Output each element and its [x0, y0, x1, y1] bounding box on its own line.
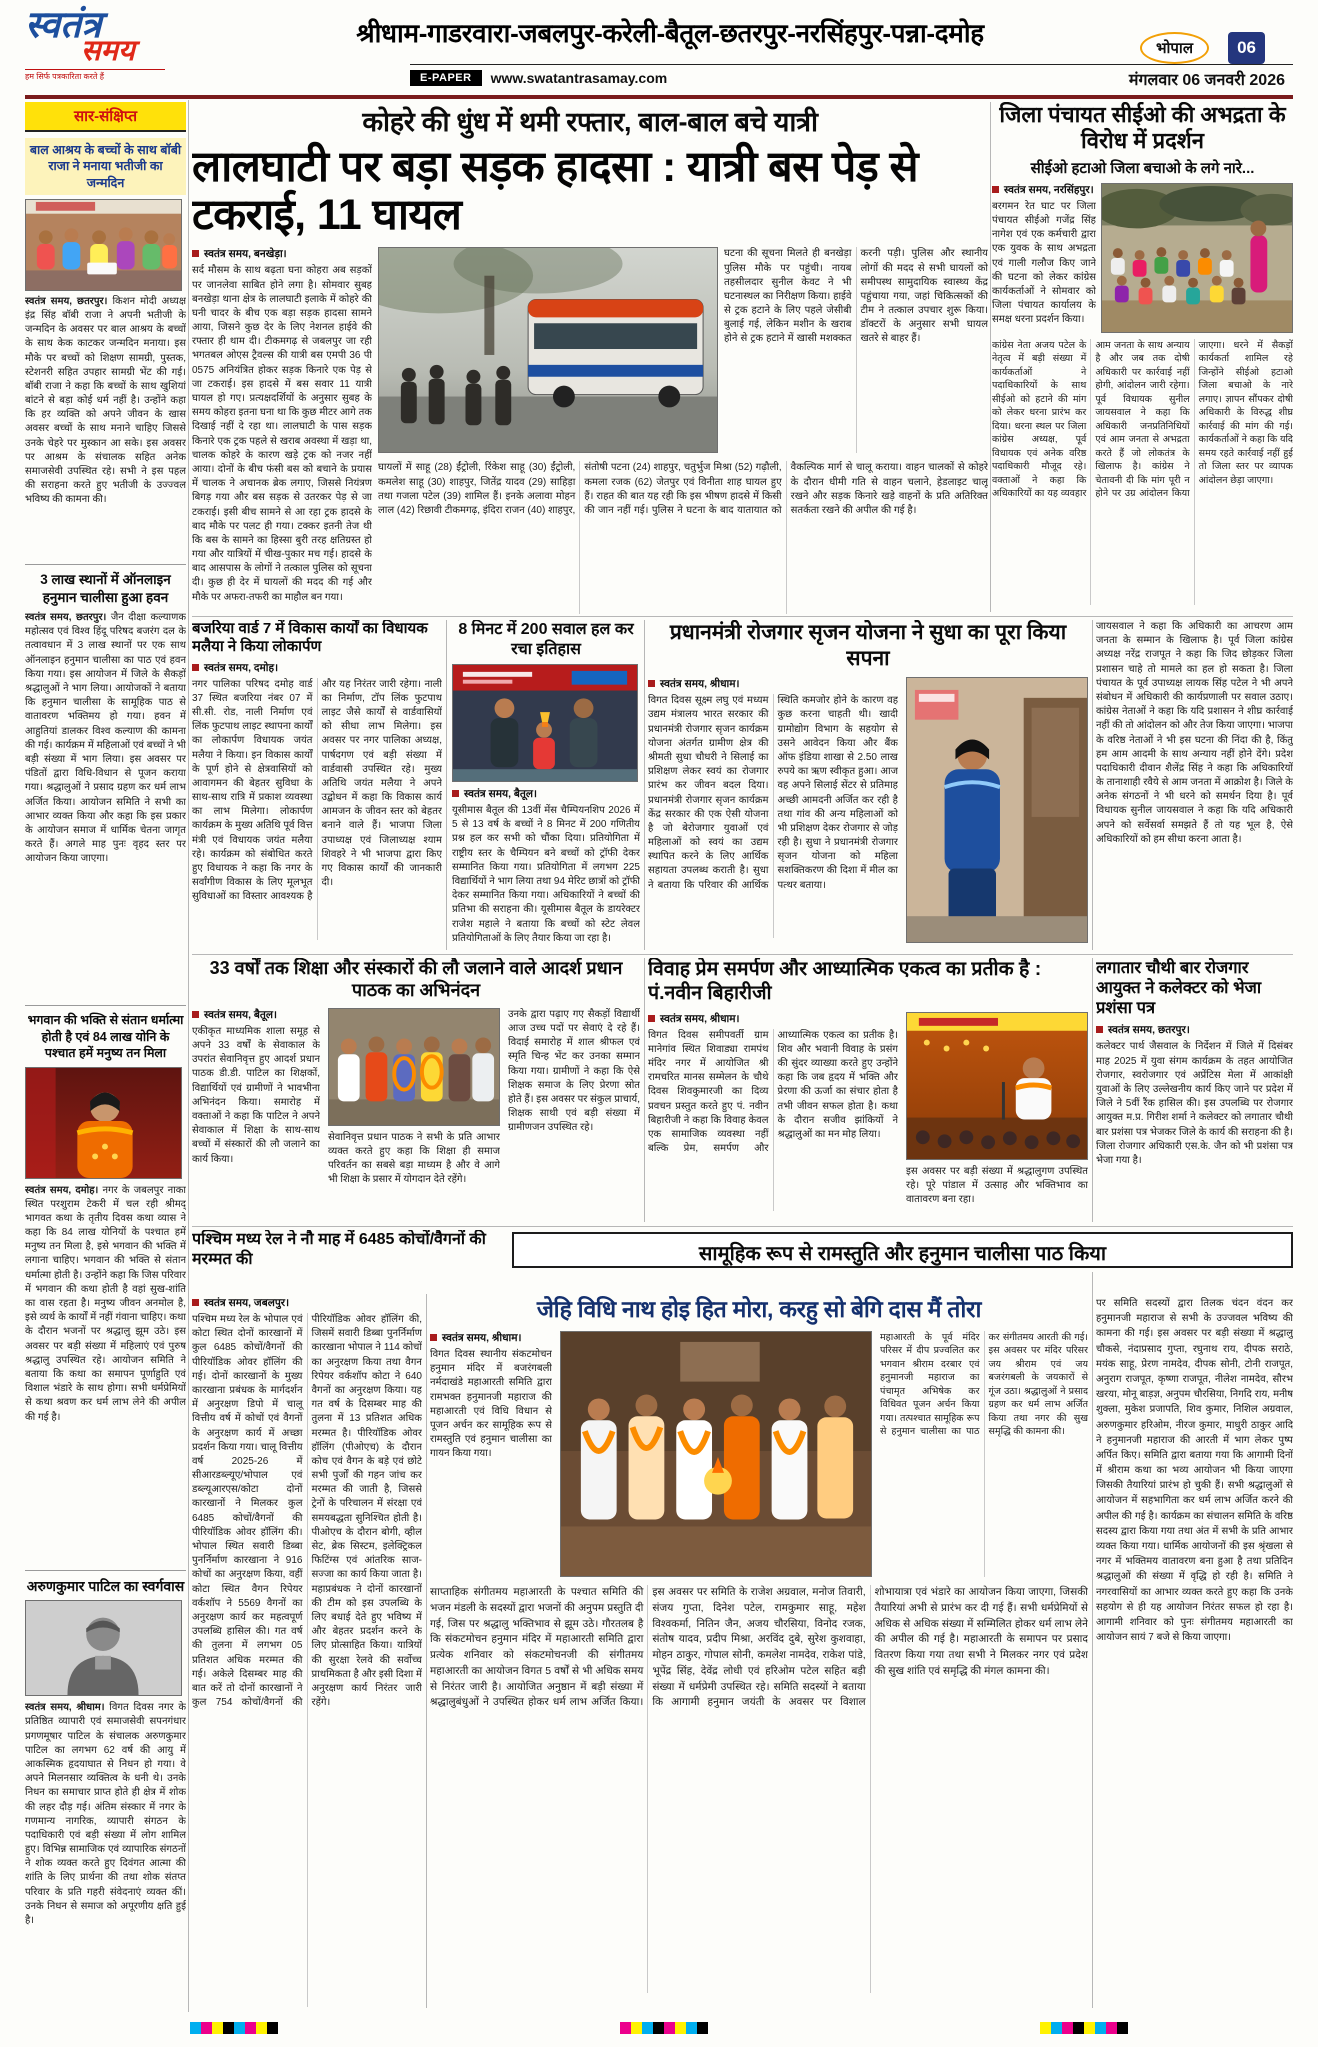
divider	[188, 100, 189, 2012]
region-edition-line: श्रीधाम-गाडरवारा-जबलपुर-करेली-बैतूल-छतरपुर-नरसिंहपुर-पन्ना-दमोह	[356, 18, 984, 48]
discourse-body-below: इस अवसर पर बड़ी संख्या में श्रद्धालुगण उपस्थित रहे। पूरे पांडाल में उत्साह और भक्तिभाव का वातावरण बना रहा।	[906, 1165, 1088, 1205]
page-number: 06	[1228, 32, 1265, 64]
katha-speaker-photo	[25, 1067, 182, 1179]
lead-body-beside-photo: घटना की सूचना मिलते ही बनखेड़ा पुलिस मौके पर पहुंची। नायब तहसीलदार सुनील केवट ने भी घटनास्थल का निरीक्षण किया। हाईवे से ट्रक हटाने के लिए पहले जेसीबी बुलाई गई, लेकिन मशीन के खराब होने से ट्रक हटाने में खासी मशक्कत करनी पड़ी। पुलिस और स्थानीय लोगों की मदद से सभी घायलों को समीपस्थ सामुदायिक स्वास्थ्य केंद्र पहुंचाया गया, जहां चिकित्सकों की टीम ने तत्काल उपचार शुरू किया। डॉक्टरों के अनुसार सभी घायल खतरे से बाहर हैं।	[724, 248, 988, 345]
brief-body: स्वतंत्र समय, छतरपुर। किशन मोदी अध्यक्ष इंद्र सिंह बॉबी राजा ने अपनी भतीजी के जन्मदिन के अवसर पर बाल आश्रय के बच्चों के साथ केक काटकर जन्मदिन मनाया। इस मौके पर बच्चों को शिक्षण सामग्री, पुस्तक, स्टेशनरी सहित उपहार सामग्री भेंट की गई। बॉबी राजा ने कहा कि बच्चों के साथ खुशियां बांटने से बड़ा कोई धर्म नहीं है। उन्होंने कहा कि हर व्यक्ति को अपने जीवन के खास अवसर बच्चों के साथ मनाने चाहिए जिससे उनके चेहरे पर मुस्कान आ सके। इस अवसर पर आश्रम के संचालक सहित अनेक समाजसेवी उपस्थित रहे। सभी ने इस पहल की सराहना करते हुए भतीजी के उज्ज्वल भविष्य की कामना की।	[25, 295, 186, 506]
logo-text-top: स्वतंत्र	[25, 4, 102, 45]
hanuman-aarti-story	[430, 1292, 1088, 2008]
railway-headline: पश्चिम मध्य रेल ने नौ माह में 6485 कोचों/वैगनों की मरम्मत की	[192, 1231, 486, 1268]
teacher-body-left: एकीकृत माध्यमिक शाला समूह से अपने 33 वर्षों के सेवाकाल के उपरांत सेवानिवृत्त हुए आदर्श प्रधान पाठक डी.डी. पाटिल का शिक्षकों, विद्यार्थियों एवं ग्रामीणों ने भावभीना अभिनंदन किया। समारोह में वक्ताओं ने कहा कि पाटिल ने अपने सेवाकाल में शिक्षा के साथ-साथ बच्चों में संस्कारों की लौ जलाने का कार्य किया।	[192, 1025, 320, 1165]
ceo-body: कांग्रेस नेता अजय पटेल के नेतृत्व में बड़ी संख्या में कार्यकर्ताओं ने पदाधिकारियों के साथ सीईओ को हटाने की मांग को लेकर धरना प्रारंभ कर दिया। धरना स्थल पर जिला कांग्रेस अध्यक्ष, पूर्व विधायक एवं अनेक वरिष्ठ पदाधिकारी मौजूद रहे। वक्ताओं ने कहा कि अधिकारियों का यह व्यवहार आम जनता के साथ अन्याय है और जब तक दोषी अधिकारी पर कार्रवाई नहीं होगी, आंदोलन जारी रहेगा। पूर्व विधायक सुनील जायसवाल ने कहा कि अधिकारी जनप्रतिनिधियों एवं आम जनता से अभद्रता करते हैं जो लोकतंत्र के खिलाफ है। कांग्रेस ने चेतावनी दी कि मांग पूरी न होने पर उग्र आंदोलन किया जाएगा। धरने में सैकड़ों कार्यकर्ता शामिल रहे जिन्होंने सीईओ हटाओ जिला बचाओ के नारे लगाए। ज्ञापन सौंपकर दोषी अधिकारी के विरुद्ध शीघ्र कार्रवाई की मांग की गई। कार्यकर्ताओं ने कहा कि यदि समय रहते कार्रवाई नहीं हुई तो जिला स्तर पर व्यापक आंदोलन छेड़ा जाएगा।	[992, 339, 1293, 500]
ceo-story-continuation	[1096, 620, 1293, 950]
pm-headline: प्रधानमंत्री रोजगार सृजन योजना ने सुधा का पूरा किया सपना	[669, 621, 1067, 670]
teacher-center-column	[328, 1008, 500, 1216]
logo-tagline: हम सिर्फ पत्रकारिता करते हैं	[25, 69, 165, 82]
ceo-protest-story	[992, 102, 1293, 614]
divider	[25, 1570, 186, 1571]
brief-dateline: स्वतंत्र समय, छतरपुर।	[25, 295, 108, 307]
divider	[192, 616, 1293, 617]
discourse-story	[648, 958, 1088, 1222]
divider	[192, 954, 1293, 955]
brief-body: स्वतंत्र समय, छतरपुर। जैन दीक्षा कल्याणक महोत्सव एवं विश्व हिंदू परिषद बजरंग दल के तत्वावधान में 3 लाख स्थानों पर एक साथ ऑनलाइन हनुमान चालीसा का पाठ एवं हवन किया गया। इस आयोजन में जिले के सैकड़ों श्रद्धालुओं ने भाग लिया। आयोजकों ने बताया कि हनुमान चालीसा के सामूहिक पाठ से वातावरण भक्तिमय हो गया। हवन में आहुतियां डालकर विश्व कल्याण की कामना की गई। कार्यक्रम में महिलाओं एवं बच्चों ने भी बड़ी संख्या में भाग लिया। इस अवसर पर पंडितों द्वारा विधि-विधान से पूजन कराया गया। श्रद्धालुओं ने प्रसाद ग्रहण कर धर्म लाभ अर्जित किया। आयोजन समिति ने सभी का आभार व्यक्त किया और कहा कि इस प्रकार के आयोजन समाज में धार्मिक चेतना जागृत करते हैं। अगले माह पुनः वृहद स्तर पर आयोजन किया जाएगा।	[25, 612, 186, 865]
pm-text-area	[648, 677, 898, 943]
brief-headline: अरुणकुमार पाटिल का स्वर्गवास	[26, 1578, 185, 1594]
hanuman-body-left: विगत दिवस स्थानीय संकटमोचन हनुमान मंदिर में बजरंगबली नर्मदाखंडे महाआरती समिति द्वारा रामभक्त हनुमानजी महाराज की महाआरती एवं विधि विधान से पूजन अर्चन कर सामूहिक रूप से रामस्तुति एवं हनुमान चालीसा का गायन किया गया।	[430, 1349, 552, 1460]
ceo-dateline: स्वतंत्र समय, नरसिंहपुर।	[992, 183, 1096, 197]
brief-body: स्वतंत्र समय, दमोह। नगर के जबलपुर नाका स्थित परशुराम टेकरी में चल रही श्रीमद् भागवत कथा के तृतीय दिवस कथा व्यास ने कहा कि 84 लाख योनियों के पश्चात हमें मनुष्य तन मिला है, इसे भगवान की भक्ति में लगाना चाहिए। भगवान की भक्ति से संतान धर्मात्मा होती है। उन्होंने कहा कि जिस परिवार में भगवान की कथा होती है वहां सुख-शांति का वास रहता है। मनुष्य जीवन अनमोल है, इसे व्यर्थ के कार्यों में नहीं गंवाना चाहिए। कथा के दौरान भजनों पर श्रद्धालु झूम उठे। इस अवसर पर बड़ी संख्या में महिलाएं एवं पुरुष श्रद्धालु उपस्थित रहे। आयोजन समिति ने बताया कि कथा का समापन पूर्णाहुति एवं विशाल भंडारे के साथ होगा। सभी धर्मप्रेमियों से कथा श्रवण कर धर्म लाभ लेने की अपील की गई है।	[25, 1184, 186, 1423]
brief-dateline: स्वतंत्र समय, दमोह।	[25, 1184, 99, 1196]
lead-body-below-photo: घायलों में साहू (28) ईंट्रोली, रिंकेश साहू (30) ईंट्रोली, कमलेश साहू (30) शाहपुर, जितेंद्र यादव (29) साहिड़ा तथा गजला पटेल (39) शामिल हैं। इनके अलावा मोहन लाल (42) रिछावी टीकमगढ़, इंदिरा राजन (40) शाहपुर, संतोषी पटना (24) शाहपुर, चतुर्भुज मिश्रा (52) गढ़ौली, कमला रजक (62) जेतपुर एवं विनीता शाह घायल हुए हैं। राहत की बात यह रही कि इस भीषण हादसे में किसी की जान नहीं गई। पुलिस ने घटना के बाद यातायात को वैकल्पिक मार्ग से चालू कराया। वाहन चालकों से कोहरे के दौरान धीमी गति से वाहन चलाने, हेडलाइट चालू रखने और सड़क किनारे खड़े वाहनों के प्रति अतिरिक्त सतर्कता रखने की अपील की गई है।	[378, 462, 988, 516]
hanuman-left-column	[430, 1331, 552, 1577]
hanuman-dateline: स्वतंत्र समय, श्रीधाम।	[430, 1331, 552, 1345]
masthead	[25, 4, 1293, 94]
ward-headline: बजरिया वार्ड 7 में विकास कार्यों का विधायक मलैया ने किया लोकार्पण	[192, 620, 428, 656]
teacher-body-bottom: सेवानिवृत्त प्रधान पाठक ने सभी के प्रति आभार व्यक्त करते हुए कहा कि शिक्षा ही समाज परिवर्तन का सबसे बड़ा माध्यम है और वे आगे भी शिक्षा के प्रसार में योगदान देते रहेंगे।	[328, 1131, 500, 1186]
award-dateline: स्वतंत्र समय, छतरपुर।	[1096, 1023, 1293, 1037]
quiz-award-photo	[452, 664, 638, 782]
hanuman-body-right: महाआरती के पूर्व मंदिर परिसर में दीप प्रज्वलित कर भगवान श्रीराम दरबार एवं हनुमानजी महाराज का पंचामृत अभिषेक कर विधिवत पूजन अर्चन किया गया। तत्पश्चात सामूहिक रूप से हनुमान चालीसा का पाठ कर संगीतमय आरती की गई। इस अवसर पर मंदिर परिसर जय श्रीराम एवं जय बजरंगबली के जयकारों से गूंज उठा। श्रद्धालुओं ने प्रसाद ग्रहण कर धर्म लाभ अर्जित किया तथा नगर की सुख समृद्धि की कामना की।	[880, 1332, 1088, 1438]
ceo-subhead: सीईओ हटाओ जिला बचाओ के लगे नारे...	[1030, 159, 1255, 177]
website-link[interactable]: www.swatantrasamay.com	[490, 70, 668, 86]
ceo-headline: जिला पंचायत सीईओ की अभद्रता के विरोध में प्रदर्शन	[999, 102, 1286, 154]
lead-kicker: कोहरे की धुंध में थमी रफ्तार, बाल-बाल बचे यात्री	[362, 107, 818, 137]
banner-headline: सामूहिक रूप से रामस्तुति और हनुमान चालीसा पाठ किया	[512, 1232, 1293, 1268]
protest-photo	[1101, 183, 1293, 333]
divider	[25, 564, 186, 565]
hanuman-right-column	[880, 1331, 1088, 1577]
pm-yojana-story	[648, 620, 1088, 950]
lead-story-accident	[192, 102, 988, 614]
teacher-right-column	[508, 1008, 640, 1216]
hanuman-continuation-text: पर समिति सदस्यों द्वारा तिलक चंदन वंदन कर हनुमानजी महाराज से सभी के उज्जवल भविष्य की कामना की गई। इस अवसर पर बड़ी संख्या में श्रद्धालु चौकसे, नंदाप्रसाद गुप्ता, रघुनाथ राय, दीपक सराठे, मयंक साहू, प्रेरण नामदेव, दीपक सोनी, टोनी राजपूत, अनुराग राजपूत, कृष्णा राजपूत, नीलेश नामदेव, सौरभ खरया, मोनू बाड़ज्ञ, अनुपम चौरसिया, निगदि राय, मनीष शुक्ला, मुकेश प्रजापति, शिव कुमार, निशिल अग्रवाल, अरुणकुमार हरिओम, नीरज कुमार, माधुरी ठाकुर आदि ने हनुमानजी महाराज की आरती में भाग लेकर पुष्प अर्पित किए। समिति द्वारा बताया गया कि आगामी दिनों में श्रीराम कथा का भव्य आयोजन भी किया जाएगा जिसकी तैयारियां प्रारंभ हो चुकी हैं। सभी श्रद्धालुओं से आयोजन में सहभागिता कर धर्म लाभ अर्जित करने की अपील की गई है। कार्यक्रम का संचालन समिति के वरिष्ठ सदस्य द्वारा किया गया तथा अंत में सभी के प्रति आभार व्यक्त किया गया। धार्मिक आयोजनों की इस श्रृंखला से नगर में भक्तिमय वातावरण बना हुआ है तथा प्रतिदिन श्रद्धालुओं की संख्या में वृद्धि हो रही है। समिति ने नगरवासियों का आभार व्यक्त करते हुए कहा कि उनके सहयोग से ही यह आयोजन निरंतर सफल हो रहा है। आगामी शनिवार को पुनः संगीतमय महाआरती का आयोजन सायं 7 बजे से किया जाएगा।	[1096, 1298, 1293, 1644]
railway-dateline: स्वतंत्र समय, जबलपुर।	[192, 1296, 422, 1310]
sidebar-briefs-column	[25, 102, 186, 2012]
discourse-body: विगत दिवस समीपवर्ती ग्राम मानेगांव स्थित शिवाड्या रामपंथ मंदिर नगर में आयोजित श्री रामचरित मानस सम्मेलन के चौथे दिवस शिवकुमारजी का दिव्य प्रवचन प्रस्तुत करते हुए पं. नवीन बिहारीजी ने कहा कि विवाह केवल एक सामाजिक व्यवस्था नहीं बल्कि प्रेम, समर्पण और आध्यात्मिक एकत्व का प्रतीक है। शिव और भवानी विवाह के प्रसंग की सुंदर व्याख्या करते हुए उन्होंने कहा कि जब हृदय में भक्ति और प्रेरणा की ऊर्जा का संचार होता है तभी जीवन सफल होता है। कथा के दौरान सजीव झांकियों ने श्रद्धालुओं का मन मोह लिया।	[648, 1029, 898, 1155]
hanuman-headline: जेहि विधि नाथ होइ हित मोरा, करहु सो बेगि दास मैं तोरा	[536, 1296, 982, 1322]
birthday-group-photo	[25, 199, 182, 291]
color-registration-marks	[190, 2022, 278, 2034]
divider	[426, 1294, 427, 2008]
masthead-rule	[25, 95, 1293, 99]
divider	[644, 620, 645, 950]
aarti-group-photo	[560, 1331, 872, 1577]
teacher-headline: 33 वर्षों तक शिक्षा और संस्कारों की लौ जलाने वाले आदर्श प्रधान पाठक का अभिनंदन	[209, 958, 623, 1000]
award-headline: लगातार चौथी बार रोजगार आयुक्त ने कलेक्टर को भेजा प्रशंसा पत्र	[1096, 959, 1262, 1018]
quiz-body: यूसीमास बैतूल की 13वीं मेंस चैम्पियनशिप 2026 में 5 से 13 वर्ष के बच्चों ने 8 मिनट में 200 गणितीय प्रश्न हल कर सभी को चौंका दिया। प्रतियोगिता में राष्ट्रीय स्तर के चैम्पियन बने बच्चों को ट्रॉफी देकर सम्मानित किया गया। प्रतियोगिता में लगभग 225 विद्यार्थियों ने भाग लिया तथा 94 मेरिट छात्रों को ट्रॉफी देकर सम्मानित किया गया। अधिकारियों ने बच्चों की प्रतिभा की सराहना की। यूसीमास बैतूल के डायरेक्टर राजेश महाले ने बताया कि बच्चों को स्टेट लेवल प्रतियोगिताओं के लिए तैयार किया जा रहा है।	[452, 805, 640, 944]
divider	[1092, 958, 1093, 1222]
briefs-section-title: सार-संक्षिप्त	[25, 102, 186, 132]
lead-column-1	[192, 247, 372, 614]
ward-body: नगर पालिका परिषद दमोह वार्ड 37 स्थित बजरिया नंबर 07 में सी.सी. रोड, नाली निर्माण एवं लिंक फुटपाथ लाइट स्थापना कार्यों का लोकार्पण विधायक जयंत मलैया ने किया। इन विकास कार्यों के पूर्ण होने से क्षेत्रवासियों को आवागमन की बेहतर सुविधा के साथ-साथ रात्रि में प्रकाश व्यवस्था का लाभ मिलेगा। लोकार्पण कार्यक्रम के मुख्य अतिथि पूर्व वित्त मंत्री एवं विधायक जयंत मलैया रहे। कार्यक्रम को संबोधित करते हुए विधायक ने कहा कि नगर के सर्वांगीण विकास के लिए मूलभूत सुविधाओं का विस्तार आवश्यक है और यह निरंतर जारी रहेगा। नाली का निर्माण, टॉप लिंक फुटपाथ लाइट जैसे कार्यों से वार्डवासियों को सीधा लाभ मिलेगा। इस अवसर पर नगर पालिका अध्यक्ष, पार्षदगण एवं बड़ी संख्या में वार्डवासी उपस्थित रहे। मुख्य अतिथि जयंत मलैया ने अपने उद्बोधन में कहा कि विकास कार्य आमजन के जीवन स्तर को बेहतर बनाने वाले हैं। भाजपा जिला उपाध्यक्ष एवं जिलाध्यक्ष श्याम शिवहरे ने भी भाजपा द्वारा किए गए विकास कार्यों की जानकारी दी।	[192, 678, 442, 903]
divider	[1092, 620, 1093, 950]
award-body: कलेक्टर पार्थ जैसवाल के निर्देशन में जिले में दिसंबर माह 2025 में युवा संगम कार्यक्रम के तहत आयोजित रोजगार, स्वरोजगार एवं अप्रेंटिस मेला में आकांक्षी युवाओं के लिए उल्लेखनीय कार्य किए जाने पर प्रदेश में जिले ने 5वीं रैंक हासिल की। इस उपलब्धि पर रोजगार आयुक्त म.प्र. गिरीश शर्मा ने कलेक्टर को लगातार चौथी बार प्रशंसा पत्र भेजकर जिले के कार्य की सराहना की है। जिला रोजगार अधिकारी एस.के. जैन को भी प्रशंसा पत्र भेजा गया है।	[1096, 1041, 1293, 1166]
lead-headline: लालघाटी पर बड़ा सड़क हादसा : यात्री बस पेड़ से टकराई, 11 घायल	[192, 143, 918, 240]
ceo-intro-column	[992, 183, 1096, 333]
ceo-intro-text: बरगमन रेत घाट पर जिला पंचायत सीईओ गजेंद्र सिंह नागेश एवं एक कर्मचारी द्वारा एक युवक के साथ अभद्रता एवं गाली गलौज किए जाने की घटना को लेकर कांग्रेस कार्यकर्ताओं ने सोमवार को जिला पंचायत कार्यालय के समक्ष धरना प्रदर्शन किया।	[992, 200, 1096, 326]
city-badge: भोपाल	[1140, 32, 1209, 64]
railway-headline-area	[192, 1230, 504, 1290]
pm-dateline: स्वतंत्र समय, श्रीधाम।	[648, 677, 898, 691]
teacher-dateline: स्वतंत्र समय, बैतूल।	[192, 1008, 320, 1022]
hanuman-body-bottom: साप्ताहिक संगीतमय महाआरती के पश्चात समिति की भजन मंडली के सदस्यों द्वारा भजनों की अनुपम प्रस्तुति दी गई, जिस पर श्रद्धालु भक्तिभाव से झूम उठे। गौरतलब है कि संकटमोचन हनुमान मंदिर में महाआरती समिति द्वारा प्रत्येक शनिवार को संकटमोचनजी की संगीतमय महाआरती का आयोजन विगत 5 वर्षों से भी अधिक समय से निरंतर जारी है। आयोजित अनुष्ठान में बड़ी संख्या में श्रद्धालुबंधुओं ने उपस्थित होकर धर्म लाभ अर्जित किया। इस अवसर पर समिति के राजेश अग्रवाल, मनोज तिवारी, संजय गुप्ता, दिनेश पटेल, रामकुमार साहू, महेश विश्वकर्मा, नितिन जैन, अजय चौरसिया, विनोद रजक, संतोष यादव, प्रदीप मिश्रा, अरविंद दुबे, सुरेश कुशवाहा, मोहन ठाकुर, गोपाल सोनी, कमलेश नामदेव, राकेश पांडे, भूपेंद्र सिंह, देवेंद्र लोधी एवं हरिओम पटेल सहित बड़ी संख्या में धर्मप्रेमी उपस्थित रहे। समिति सदस्यों ने बताया कि आगामी हनुमान जयंती के अवसर पर विशाल शोभायात्रा एवं भंडारे का आयोजन किया जाएगा, जिसकी तैयारियां अभी से प्रारंभ कर दी गई हैं। सभी धर्मप्रेमियों से अधिक से अधिक संख्या में सम्मिलित होकर धर्म लाभ लेने की अपील की गई है। महाआरती के समापन पर प्रसाद वितरण किया गया तथा सभी ने मिलकर नगर एवं प्रदेश की सुख शांति एवं समृद्धि की मंगल कामना की।	[430, 1586, 1088, 1709]
divider	[1092, 1272, 1093, 2008]
sudha-photo	[906, 677, 1088, 943]
logo-text-bottom: समय	[81, 35, 135, 67]
award-letter-story	[1096, 958, 1293, 1222]
teacher-left-column	[192, 1008, 320, 1216]
railway-body: पश्चिम मध्य रेल के भोपाल एवं कोटा स्थित दोनों कारखानों में कुल 6485 कोचों/वैगनों की पीरियॉडिक ओवर हॉलिंग की गई। दोनों कारखानों के मुख्य कारखाना प्रबंधक के मार्गदर्शन में अनुरक्षण डिपो में चालू वित्तीय वर्ष में कोचों एवं वैगनों के अनुरक्षण कार्य में अच्छा प्रदर्शन किया गया। चालू वित्तीय वर्ष 2025-26 में सीआरडब्ल्यूए/भोपाल एवं डब्ल्यूआरएस/कोटा दोनों कारखानों ने मिलकर कुल 6485 कोचों/वैगनों की पीरियॉडिक ओवर हॉलिंग की। भोपाल स्थित सवारी डिब्बा पुनर्निर्माण कारखाना ने 916 कोचों का अनुरक्षण किया, वहीं कोटा स्थित वैगन रिपेयर वर्कशॉप ने 5569 वैगनों का अनुरक्षण कार्य कर महत्वपूर्ण उपलब्धि हासिल की। गत वर्ष की तुलना में लगभग 05 प्रतिशत अधिक मरम्मत की गई। अकेले दिसम्बर माह की बात करें तो दोनों कारखानों ने कुल 754 कोचों/वैगनों की पीरियॉडिक ओवर हॉलिंग की, जिसमें सवारी डिब्बा पुनर्निर्माण कारखाना भोपाल ने 114 कोचों का अनुरक्षण किया तथा वैगन रिपेयर वर्कशॉप कोटा ने 640 वैगनों का अनुरक्षण किया। यह गत वर्ष के दिसम्बर माह की तुलना में 13 प्रतिशत अधिक मरम्मत है। पीरियॉडिक ओवर हॉलिंग (पीओएच) के दौरान कोच एवं वैगन के बड़े एवं छोटे सभी पुर्जों की गहन जांच कर मरम्मत की जाती है, जिससे ट्रेनों के परिचालन में संरक्षा एवं समयबद्धता सुनिश्चित होती है। पीओएच के दौरान बोगी, व्हील सेट, ब्रेक सिस्टम, इलेक्ट्रिकल फिटिंग्स एवं आंतरिक साज-सज्जा का कार्य किया जाता है। महाप्रबंधक ने दोनों कारखानों की टीम को इस उपलब्धि के लिए बधाई देते हुए भविष्य में और बेहतर प्रदर्शन करने के लिए प्रोत्साहित किया। यात्रियों की सुरक्षा रेलवे की सर्वोच्च प्राथमिकता है और इसी दिशा में अनुरक्षण कार्य निरंतर जारी रहेंगे।	[192, 1314, 422, 1709]
lead-dateline: स्वतंत्र समय, बनखेड़ा।	[192, 247, 372, 261]
discourse-dateline: स्वतंत्र समय, श्रीधाम।	[648, 1012, 898, 1026]
lead-body-col1: सर्द मौसम के साथ बढ़ता घना कोहरा अब सड़कों पर जानलेवा साबित होने लगा है। सोमवार सुबह बनखेड़ा थाना क्षेत्र के लालघाटी इलाके में कोहरे की घनी चादर के बीच एक बड़ा सड़क हादसा सामने आया, जिसने कुछ देर के लिए नेशनल हाईवे की रफ्तार ही थाम दी। टीकमगढ़ से जबलपुर जा रही भगतबल ओएस ट्रैवल्स की यात्री बस एमपी 36 पी 0575 अनियंत्रित होकर सड़क किनारे एक पेड़ से जा टकराई। इस हादसे में बस सवार 11 यात्री घायल हो गए। प्रत्यक्षदर्शियों के अनुसार सुबह के समय कोहरा इतना घना था कि कुछ मीटर आगे तक दिखाई नहीं दे रहा था। लालघाटी के पास सड़क किनारे एक ट्रक पहले से खराब अवस्था में खड़ा था, चालक कोहरे के कारण खड़े ट्रक को नजर नहीं आया। दोनों के बीच फंसी बस को बचाने के प्रयास में चालक ने अचानक ब्रेक लगाए, जिससे नियंत्रण बिगड़ गया और बस सड़क से उतरकर पेड़ से जा टकराई। इसी बीच सामने से आ रहा ट्रक हादसे के बाद मौके पर पलट ही गया। टक्कर इतनी तेज थी कि बस के सामने का हिस्सा बुरी तरह क्षतिग्रस्त हो गया और यात्रियों में चीख-पुकार मच गई। हादसे के बाद आसपास के लोगों ने तत्काल पुलिस को सूचना दी। कुछ ही देर में घायलों की मदद की गई और मौके पर अफरा-तफरी का माहौल बन गया।	[192, 265, 372, 603]
newspaper-logo	[25, 6, 190, 82]
divider	[990, 102, 991, 612]
color-registration-marks	[1040, 2022, 1128, 2034]
divider	[25, 1005, 186, 1006]
teacher-body-right: उनके द्वारा पढ़ाए गए सैकड़ों विद्यार्थी आज उच्च पदों पर सेवाएं दे रहे हैं। विदाई समारोह में शाल श्रीफल एवं स्मृति चिन्ह भेंट कर उनका सम्मान किया गया। ग्रामीणों ने कहा कि ऐसे शिक्षक समाज के लिए प्रेरणा स्रोत होते हैं। इस अवसर पर संकुल प्राचार्य, शिक्षक साथी एवं बड़ी संख्या में ग्रामीणजन उपस्थित रहे।	[508, 1008, 640, 1134]
brief-dateline: स्वतंत्र समय, छतरपुर।	[25, 612, 107, 624]
quiz-dateline: स्वतंत्र समय, बैतूल।	[452, 787, 640, 801]
discourse-stage-photo	[906, 1012, 1088, 1160]
ward-dateline: स्वतंत्र समय, दमोह।	[192, 661, 442, 675]
epaper-badge[interactable]: E-PAPER	[410, 70, 482, 86]
quiz-record-story	[452, 620, 640, 950]
pm-body: विगत दिवस सूक्ष्म लघु एवं मध्यम उद्यम मंत्रालय भारत सरकार की प्रधानमंत्री रोजगार सृजन कार्यक्रम योजना अंतर्गत ग्रामीण क्षेत्र की श्रीमती सुधा चौधरी ने सिलाई का प्रशिक्षण लेकर स्वयं का रोजगार प्रारंभ कर जीवन बदल दिया। प्रधानमंत्री रोजगार सृजन कार्यक्रम केंद्र सरकार की एक ऐसी योजना है जो बेरोजगार युवाओं एवं महिलाओं को स्वयं का उद्यम स्थापित करने के लिए आर्थिक सहायता उपलब्ध कराती है। सुधा ने बताया कि परिवार की आर्थिक स्थिति कमजोर होने के कारण वह कुछ करना चाहती थी। खादी ग्रामोद्योग विभाग के सहयोग से उसने आवेदन किया और बैंक ऑफ इंडिया शाखा से 2.50 लाख रुपये का ऋण स्वीकृत हुआ। आज वह अपने सिलाई सेंटर से प्रतिमाह अच्छी आमदनी अर्जित कर रही है तथा गांव की अन्य महिलाओं को भी प्रशिक्षण देकर रोजगार से जोड़ रही है। सुधा ने प्रधानमंत्री रोजगार सृजन योजना को महिला सशक्तिकरण की दिशा में मील का पत्थर बताया।	[648, 695, 898, 891]
brief-dateline: स्वतंत्र समय, श्रीधाम।	[25, 1702, 105, 1714]
edition-date: मंगलवार 06 जनवरी 2026	[1128, 72, 1285, 89]
ward-inauguration-story	[192, 620, 442, 950]
brief-body: स्वतंत्र समय, श्रीधाम। विगत दिवस नगर के प्रतिष्ठित व्यापारी एवं समाजसेवी सपनगंधार प्रगणमूषार पाटिल के संचालक अरुणकुमार पाटिल का लगभग 62 वर्ष की आयु में आकस्मिक हृदयाघात से निधन हो गया। वे अपने मिलनसार व्यक्तित्व के धनी थे। उनके निधन का समाचार प्राप्त होते ही क्षेत्र में शोक की लहर दौड़ गई। अंतिम संस्कार में नगर के गणमान्य नागरिक, व्यापारी संगठन के पदाधिकारी एवं बड़ी संख्या में लोग शामिल हुए। विभिन्न सामाजिक एवं व्यापारिक संगठनों ने शोक व्यक्त करते हुए दिवंगत आत्मा की शांति के लिए प्रार्थना की तथा शोक संतप्त परिवार के प्रति गहरी संवेदनाएं व्यक्त कीं। उनके निधन से समाज को अपूरणीय क्षति हुई है।	[25, 1702, 186, 1926]
accident-photo	[378, 247, 718, 453]
brief-story-bhagwat-katha	[25, 1012, 186, 1564]
teacher-felicitation-story	[192, 958, 640, 1222]
discourse-headline: विवाह प्रेम समर्पण और आध्यात्मिक एकत्व का प्रतीक है : पं.नवीन बिहारीजी	[648, 958, 1042, 1004]
felicitation-group-photo	[328, 1008, 500, 1126]
brief-headline: 3 लाख स्थानों में ऑनलाइन हनुमान चालीसा हुआ हवन	[40, 572, 171, 605]
brief-story-obituary	[25, 1577, 186, 2012]
ceo-continuation-text: जायसवाल ने कहा कि अधिकारी का आचरण आम जनता के सम्मान के खिलाफ है। पूर्व जिला कांग्रेस अध्यक्ष नरेंद्र राजपूत ने कहा कि जिद छोड़कर जिला प्रशासन चाहे तो मामले का हल हो सकता है। जिला पंचायत के पूर्व उपाध्यक्ष लायक सिंह पटेल ने भी अपने संबोधन में अधिकारी की कार्यप्रणाली पर सवाल उठाए। कांग्रेस नेताओं ने कहा कि यदि प्रशासन ने शीघ्र कार्रवाई नहीं की तो आंदोलन को और तेज किया जाएगा। भाजपा के वरिष्ठ नेताओं ने भी इस घटना की निंदा की है, किंतु हम आम आदमी के साथ अन्याय नहीं होने देंगे। प्रदेश पदाधिकारी दीवान शैलेंद्र सिंह ने कहा कि अधिकारियों के तानाशाही रवैये से आम जनता में आक्रोश है। जिले के अनेक संगठनों ने भी धरने को समर्थन दिया है। पूर्व विधायक सुनील जायसवाल ने कहा कि यदि अधिकारी अपने को सर्वेसर्वा समझते हैं तो यह भूल है, ऐसे अधिकारियों को हम सीधा करना आता है।	[1096, 621, 1293, 845]
discourse-photo-column	[906, 1012, 1088, 1216]
brief-headline: बाल आश्रय के बच्चों के साथ बॉबी राजा ने मनाया भतीजी का जन्मदिन	[25, 138, 186, 195]
color-registration-marks	[620, 2022, 708, 2034]
obituary-portrait-photo	[25, 1600, 182, 1696]
discourse-text-area	[648, 1012, 898, 1216]
quiz-headline: 8 मिनट में 200 सवाल हल कर रचा इतिहास	[458, 621, 634, 658]
hanuman-story-continuation	[1096, 1296, 1293, 2008]
divider	[446, 620, 447, 950]
divider	[644, 958, 645, 1222]
brief-headline: भगवान की भक्ति से संतान धर्मात्मा होती है एवं 84 लाख योनि के पश्चात हमें मनुष्य तन मिला	[27, 1013, 184, 1060]
brief-story-hanuman-chalisa	[25, 571, 186, 999]
brief-story-birthday	[25, 138, 186, 558]
divider	[192, 1226, 1293, 1227]
railway-story-body	[192, 1296, 422, 2008]
